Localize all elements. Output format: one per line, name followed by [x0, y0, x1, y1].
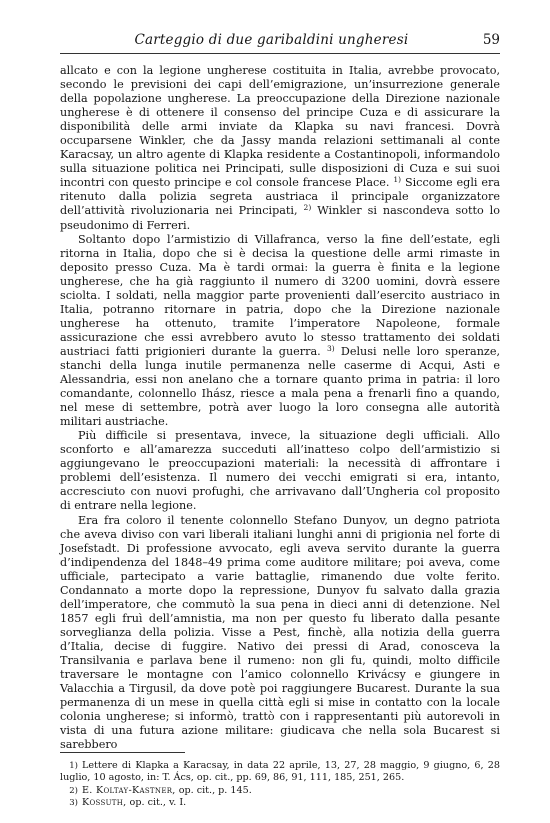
running-header	[60, 32, 500, 50]
footnotes	[60, 760, 500, 810]
footnote-1: 1) Lettere di Klapka a Karacsay, in data 22 aprile, 13, 27, 28 maggio, 9 giugno, 6, 28 luglio, 10 agosto, in: T. Ács, op. cit., pp. 69, 86, 91, 111, 185, 251, 265.	[60, 760, 500, 784]
footnote-ref-1: 1)	[393, 175, 402, 185]
footnote-3: 3) Kossuth, op. cit., v. I.	[69, 797, 187, 809]
footnote-2: 2) E. Koltay-Kastner, op. cit., p. 145.	[69, 784, 252, 796]
paragraph-2: Soltanto dopo l’armistizio di Villafranca, verso la fine dell’estate, egli ritorna in Italia, dopo che si è decisa la questione delle armi rimaste in deposito presso Cuza. Ma è tardi ormai: la guerra è finita e la legione ungherese, che ha già raggiunto il numero di 3200 uomini, dovrà essere sciolta. I soldati, nella maggior parte provenienti dall’esercito austriaco in Italia, potranno ritornare in patria, dopo che la Direzione nazionale ungherese ha ottenuto, tramite l’imperatore Napoleone, formale assicurazione che essi avrebbero avuto lo stesso trattamento dei soldati austriaci fatti prigionieri durante la guerra. $^{3)}$ Delusi nelle loro speranze, stanchi della lunga inutile permanenza nelle caserme di Acqui, Asti e Alessandria, essi non anelano che a tornare quanto prima in patria: il loro comandante, colonnello Ihász, riesce a mala pena a frenarli fino a quando, nel mese di settembre, potrà aver luogo la loro consegna alle autorità militari austriache.	[60, 232, 501, 429]
header-rule	[60, 53, 500, 54]
page-number: 59	[482, 32, 500, 48]
footnote-ref-3: 3)	[326, 343, 335, 353]
body-text	[60, 64, 500, 752]
paragraph-1: allcato e con la legione ungherese costituita in Italia, avrebbe provocato, secondo le previsioni dei capi dell’emigrazione, un’insurrezione generale della popolazione ungherese. La preoccupazione della Direzione nazionale ungherese è di ottenere il consenso del principe Cuza e di assicurare la disponibilità delle armi inviate da Klapka su navi francesi. Dovrà occuparsene Winkler, che da Jassy manda relazioni settimanali al conte Karacsay, un altro agente di Klapka residente a Costantinopoli, informandolo sulla situazione politica nei Principati, sulle disposizioni di Cuza e sui suoi incontri con questo principe e col console francese Place. $^{1)}$ Siccome egli era ritenuto dalla polizia segreta austriaca il principale organizzatore dell’attività rivoluzionaria nei Principati, $^{2)}$ Winkler si nascondeva sotto lo pseudonimo di Ferreri.	[60, 64, 501, 232]
running-title: Carteggio di due garibaldini ungheresi	[134, 32, 409, 48]
paragraph-4: Era fra coloro il tenente colonnello Stefano Dunyov, un degno patriota che aveva diviso con vari liberali italiani lunghi anni di prigionia nel forte di Josefstadt. Di professione avvocato, egli aveva servito durante la guerra d’indipendenza del 1848–49 prima come auditore militare; poi aveva, come ufficiale, partecipato a varie battaglie, rimanendo due volte ferito. Condannato a morte dopo la repressione, Dunyov fu salvato dalla grazia dell’imperatore, che commutò la sua pena in dieci anni di detenzione. Nel 1857 egli fruì dell’amnistia, ma non per questo fu liberato dalla pesante sorveglianza della polizia. Visse a Pest, finchè, alla notizia della guerra d’Italia, decise di fuggire. Nativo dei pressi di Arad, conosceva la Transilvania e parlava bene il rumeno: non gli fu, quindi, molto difficile traversare le montagne con l’amico colonnello Krivácsy e giungere in Valacchia a Tirgusil, da dove potè poi raggiungere Bucarest. Durante la sua permanenza di un mese in quella città egli si mise in contatto con la locale colonia ungherese; si informò, trattò con i rappresentanti più autorevoli in vista di una futura azione militare: giudicava che nella sola Bucarest si sarebbero	[60, 513, 500, 752]
footnote-rule	[60, 752, 185, 753]
paragraph-3: Più difficile si presentava, invece, la situazione degli ufficiali. Allo sconforto e all’amarezza succeduti all’inatteso colpo dell’armistizio si aggiungevano le preoccupazioni materiali: la necessità di affrontare i problemi dell’esistenza. Il numero dei vecchi emigrati si era, intanto, accresciuto con nuovi profughi, che arrivavano dall’Ungheria col proposito di entrare nella legione.	[60, 429, 500, 513]
footnote-ref-2: 2)	[303, 203, 312, 213]
